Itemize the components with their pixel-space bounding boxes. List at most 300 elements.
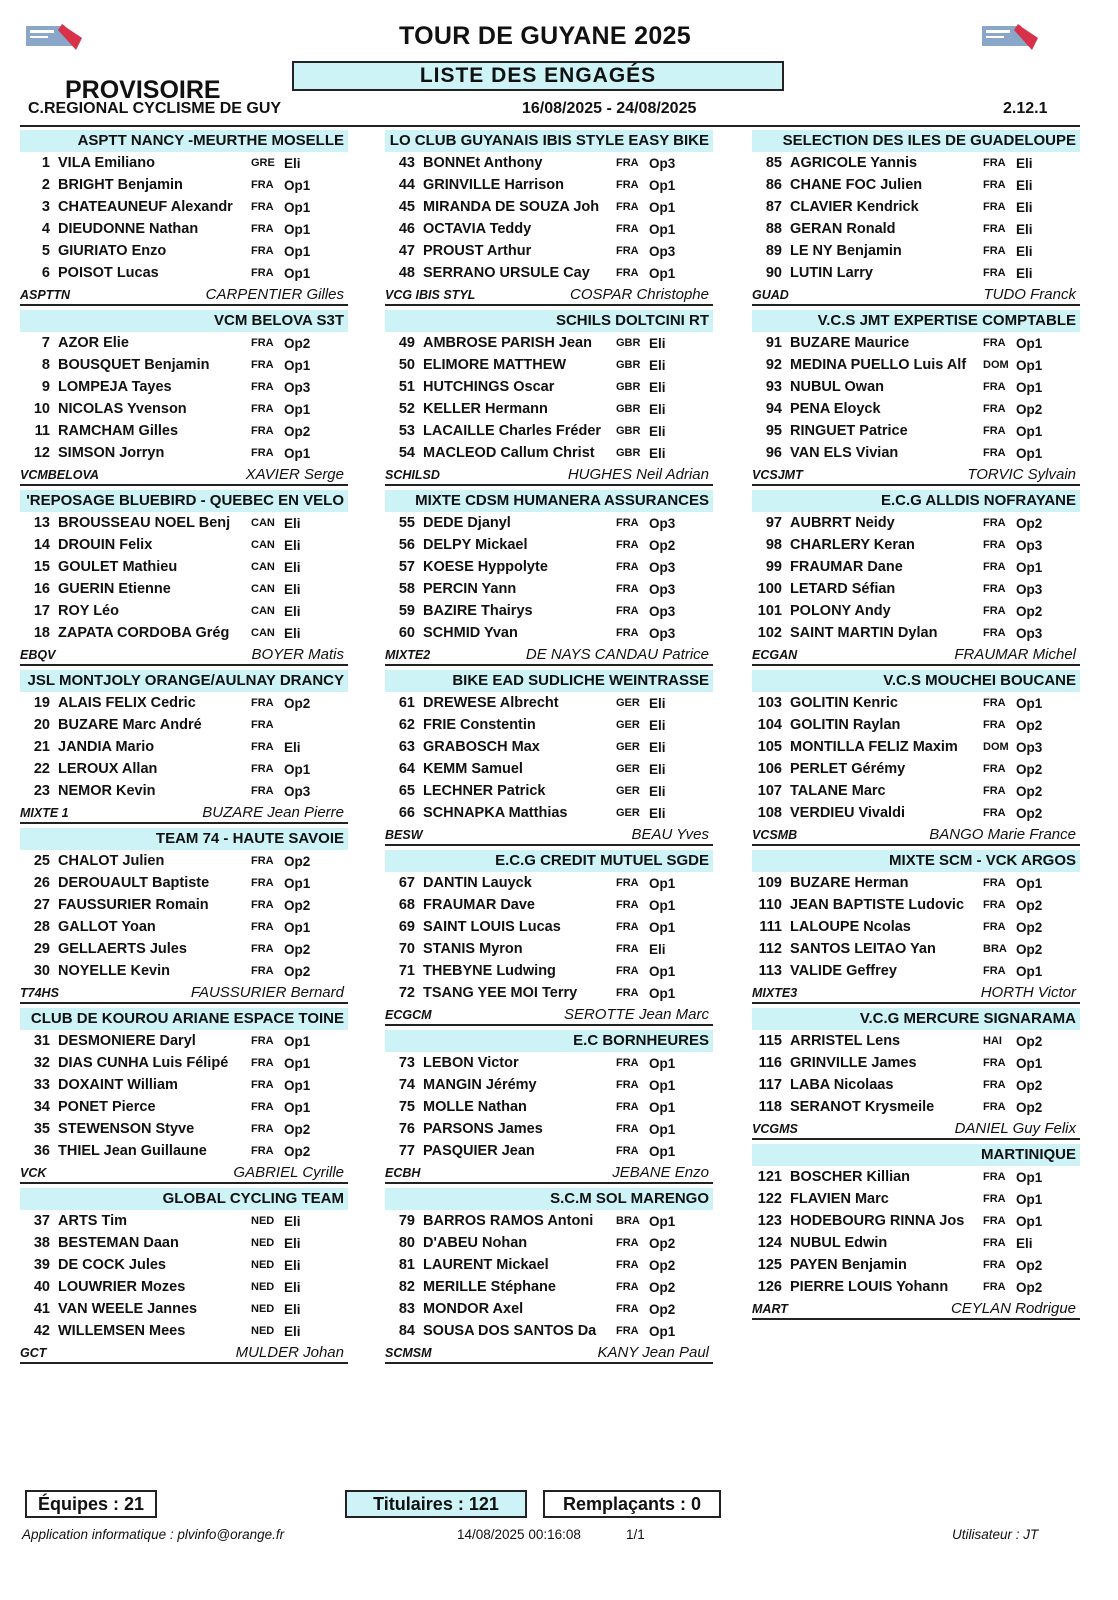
rider-name: CHATEAUNEUF Alexandr [58, 199, 233, 215]
team-code: VCGMS [752, 1122, 798, 1136]
rider-nationality: FRA [983, 877, 1006, 889]
team-name: JSL MONTJOLY ORANGE/AULNAY DRANCY [20, 670, 348, 692]
team-code: VCSMB [752, 828, 798, 842]
rider-name: DOXAINT William [58, 1077, 178, 1093]
team-director: TORVIC Sylvain [967, 466, 1076, 483]
rider-level: Op3 [649, 603, 676, 619]
rider-row [20, 442, 348, 464]
page-number: 1/1 [626, 1527, 645, 1542]
rider-nationality: FRA [616, 201, 639, 213]
rider-row [20, 1118, 348, 1140]
rider-number: 2 [41, 177, 50, 193]
rider-nationality: FRA [251, 425, 274, 437]
rider-nationality: CAN [251, 561, 275, 573]
rider-name: NUBUL Owan [790, 379, 884, 395]
rider-level: Eli [649, 717, 666, 733]
team-name: BIKE EAD SUDLICHE WEINTRASSE [385, 670, 713, 692]
rider-nationality: FRA [983, 157, 1006, 169]
rider-name: GUERIN Etienne [58, 581, 171, 597]
rider-name: BONNEt Anthony [423, 155, 543, 171]
team-footer [385, 1004, 713, 1026]
rider-name: STEWENSON Styve [58, 1121, 195, 1137]
rider-number: 74 [398, 1077, 415, 1093]
rider-level: Op1 [284, 265, 311, 281]
rider-level: Op2 [649, 1301, 676, 1317]
rider-name: BOUSQUET Benjamin [58, 357, 210, 373]
rider-level: Op2 [284, 423, 311, 439]
rider-level: Eli [649, 379, 666, 395]
status-label: PROVISOIRE [65, 76, 221, 104]
rider-number: 123 [757, 1213, 782, 1229]
rider-nationality: FRA [616, 965, 639, 977]
rider-number: 44 [398, 177, 415, 193]
rider-row [752, 1052, 1080, 1074]
rider-name: GERAN Ronald [790, 221, 896, 237]
rider-nationality: FRA [983, 1079, 1006, 1091]
rider-number: 9 [41, 379, 50, 395]
team-name: V.C.G MERCURE SIGNARAMA [752, 1008, 1080, 1030]
team-block [20, 828, 348, 1004]
rider-nationality: FRA [983, 223, 1006, 235]
rider-number: 91 [765, 335, 782, 351]
team-director: KANY Jean Paul [597, 1344, 709, 1361]
rider-nationality: FRA [251, 201, 274, 213]
rider-nationality: FRA [983, 1215, 1006, 1227]
rider-number: 16 [33, 581, 50, 597]
rider-row [385, 354, 713, 376]
rider-name: LACAILLE Charles Fréder [423, 423, 602, 439]
rider-nationality: FRA [983, 561, 1006, 573]
rider-name: SANTOS LEITAO Yan [790, 941, 936, 957]
rider-nationality: FRA [251, 447, 274, 459]
rider-number: 10 [33, 401, 50, 417]
team-name: VCM BELOVA S3T [20, 310, 348, 332]
rider-name: PENA Eloyck [790, 401, 881, 417]
rider-number: 50 [398, 357, 415, 373]
rider-row [20, 1074, 348, 1096]
rider-number: 89 [765, 243, 782, 259]
rider-level: Op3 [284, 783, 311, 799]
rider-number: 52 [398, 401, 415, 417]
team-code: VCG IBIS STYL [385, 288, 476, 302]
rider-row [385, 1298, 713, 1320]
teams-count-box: Équipes : 21 [25, 1490, 157, 1518]
rider-number: 43 [398, 155, 415, 171]
team-block [752, 130, 1080, 306]
rider-nationality: DOM [983, 741, 1009, 753]
rider-nationality: HAI [983, 1035, 1002, 1047]
rider-nationality: FRA [616, 539, 639, 551]
rider-row [20, 218, 348, 240]
team-footer [385, 1162, 713, 1184]
rider-number: 70 [398, 941, 415, 957]
team-code: SCHILSD [385, 468, 440, 482]
rider-nationality: FRA [983, 763, 1006, 775]
team-block [752, 670, 1080, 846]
team-block [385, 310, 713, 486]
rider-number: 122 [757, 1191, 782, 1207]
rider-row [20, 332, 348, 354]
rider-level: Eli [284, 537, 301, 553]
rider-nationality: FRA [616, 1101, 639, 1113]
rider-nationality: CAN [251, 605, 275, 617]
rider-number: 108 [757, 805, 782, 821]
rider-row [20, 894, 348, 916]
team-code: VCSJMT [752, 468, 803, 482]
rider-level: Eli [284, 1257, 301, 1273]
team-block [20, 1188, 348, 1364]
rider-level: Eli [649, 401, 666, 417]
rider-nationality: GER [616, 807, 640, 819]
rider-name: PASQUIER Jean [423, 1143, 535, 1159]
team-director: FAUSSURIER Bernard [190, 984, 344, 1001]
rider-name: ARRISTEL Lens [790, 1033, 901, 1049]
rider-number: 15 [33, 559, 50, 575]
rider-number: 13 [33, 515, 50, 531]
rider-nationality: FRA [983, 807, 1006, 819]
rider-name: WILLEMSEN Mees [58, 1323, 186, 1339]
rider-row [752, 1254, 1080, 1276]
rider-level: Op3 [649, 581, 676, 597]
rider-name: LOMPEJA Tayes [58, 379, 172, 395]
rider-row [20, 1210, 348, 1232]
rider-number: 47 [398, 243, 415, 259]
rider-nationality: GER [616, 697, 640, 709]
rider-name: FLAVIEN Marc [790, 1191, 889, 1207]
rider-level: Op2 [284, 941, 311, 957]
rider-number: 35 [33, 1121, 50, 1137]
team-block [752, 310, 1080, 486]
team-block [385, 1030, 713, 1184]
rider-row [385, 1118, 713, 1140]
rider-name: SIMSON Jorryn [58, 445, 165, 461]
rider-nationality: FRA [251, 1145, 274, 1157]
rider-row [752, 872, 1080, 894]
rider-row [20, 152, 348, 174]
rider-level: Op1 [284, 221, 311, 237]
rider-level: Op1 [649, 177, 676, 193]
rider-name: GRINVILLE Harrison [423, 177, 564, 193]
rider-nationality: FRA [983, 627, 1006, 639]
rider-level: Op1 [649, 1055, 676, 1071]
rider-number: 111 [759, 919, 782, 935]
rider-name: GOULET Mathieu [58, 559, 178, 575]
rider-row [385, 196, 713, 218]
team-director: BOYER Matis [251, 646, 344, 663]
rider-name: SCHNAPKA Matthias [423, 805, 568, 821]
rider-name: SOUSA DOS SANTOS Da [423, 1323, 597, 1339]
rider-name: KEMM Samuel [423, 761, 523, 777]
rider-number: 106 [757, 761, 782, 777]
rider-row [752, 916, 1080, 938]
rider-name: GIURIATO Enzo [58, 243, 167, 259]
rider-level: Op3 [1016, 581, 1043, 597]
rider-number: 60 [398, 625, 415, 641]
rider-name: CHALOT Julien [58, 853, 165, 869]
rider-nationality: NED [251, 1259, 275, 1271]
rider-row [385, 916, 713, 938]
rider-level: Op3 [1016, 625, 1043, 641]
rider-name: HUTCHINGS Oscar [423, 379, 555, 395]
rider-number: 92 [765, 357, 782, 373]
rider-level: Op1 [1016, 559, 1043, 575]
team-name: MIXTE CDSM HUMANERA ASSURANCES [385, 490, 713, 512]
rider-name: PAYEN Benjamin [790, 1257, 907, 1273]
rider-name: SAINT LOUIS Lucas [423, 919, 561, 935]
rider-level: Op2 [649, 1279, 676, 1295]
rider-level: Op3 [1016, 537, 1043, 553]
rider-name: DEROUAULT Baptiste [58, 875, 210, 891]
rider-level: Op2 [649, 1257, 676, 1273]
team-name: CLUB DE KOUROU ARIANE ESPACE TOINE [20, 1008, 348, 1030]
team-block [20, 490, 348, 666]
rider-row [20, 556, 348, 578]
rider-name: GOLITIN Raylan [790, 717, 901, 733]
rider-number: 113 [758, 963, 782, 979]
rider-name: BESTEMAN Daan [58, 1235, 179, 1251]
team-block [385, 850, 713, 1026]
team-footer [752, 982, 1080, 1004]
rider-number: 20 [33, 717, 50, 733]
rider-row [752, 174, 1080, 196]
rider-row [385, 1074, 713, 1096]
rider-name: MIRANDA DE SOUZA Joh [423, 199, 600, 215]
race-category: 2.12.1 [1003, 100, 1048, 117]
rider-row [20, 1298, 348, 1320]
rider-nationality: GBR [616, 359, 641, 371]
team-code: ECGCM [385, 1008, 432, 1022]
rider-row [20, 240, 348, 262]
rider-name: ARTS Tim [58, 1213, 128, 1229]
rider-name: MONTILLA FELIZ Maxim [790, 739, 958, 755]
rider-row [385, 398, 713, 420]
rider-row [385, 802, 713, 824]
rider-row [20, 1052, 348, 1074]
team-director: XAVIER Serge [245, 466, 344, 483]
rider-row [752, 420, 1080, 442]
rider-nationality: NED [251, 1237, 275, 1249]
rider-row [20, 622, 348, 644]
rider-level: Eli [649, 423, 666, 439]
rider-row [385, 556, 713, 578]
rider-nationality: FRA [983, 1281, 1006, 1293]
rider-name: GOLITIN Kenric [790, 695, 898, 711]
rider-number: 27 [33, 897, 50, 913]
rider-level: Op2 [1016, 941, 1043, 957]
rider-name: LE NY Benjamin [790, 243, 902, 259]
rider-row [752, 1188, 1080, 1210]
rider-row [20, 780, 348, 802]
rider-name: THIEL Jean Guillaune [58, 1143, 207, 1159]
teams-column-1 [20, 130, 348, 1368]
user-label: Utilisateur : JT [952, 1527, 1039, 1542]
print-timestamp: 14/08/2025 00:16:08 [457, 1527, 581, 1542]
rider-nationality: FRA [251, 855, 274, 867]
rider-row [20, 1320, 348, 1342]
rider-row [752, 556, 1080, 578]
team-code: MART [752, 1302, 788, 1316]
rider-number: 90 [765, 265, 782, 281]
team-director: JEBANE Enzo [612, 1164, 709, 1181]
team-code: SCMSM [385, 1346, 432, 1360]
team-code: ECBH [385, 1166, 421, 1180]
rider-name: DIAS CUNHA Luis Félipé [58, 1055, 229, 1071]
rider-number: 54 [398, 445, 415, 461]
team-footer [752, 824, 1080, 846]
rider-nationality: NED [251, 1325, 275, 1337]
rider-row [752, 196, 1080, 218]
rider-level: Eli [649, 761, 666, 777]
rider-row [752, 714, 1080, 736]
rider-level: Op2 [284, 963, 311, 979]
rider-name: BUZARE Marc André [58, 717, 202, 733]
rider-row [385, 938, 713, 960]
rider-name: FRIE Constentin [423, 717, 536, 733]
team-director: TUDO Franck [983, 286, 1076, 303]
rider-number: 55 [398, 515, 415, 531]
rider-row [385, 1232, 713, 1254]
rider-level: Op1 [284, 1055, 311, 1071]
rider-row [385, 1254, 713, 1276]
rider-name: DREWESE Albrecht [423, 695, 559, 711]
header-divider [20, 125, 1080, 127]
rider-nationality: GBR [616, 337, 641, 349]
rider-row [20, 376, 348, 398]
rider-level: Op2 [1016, 805, 1043, 821]
rider-row [20, 354, 348, 376]
rider-nationality: GER [616, 741, 640, 753]
team-director: BEAU Yves [631, 826, 709, 843]
rider-nationality: FRA [251, 359, 274, 371]
rider-level: Op2 [284, 695, 311, 711]
rider-row [385, 600, 713, 622]
rider-name: VAN ELS Vivian [790, 445, 899, 461]
rider-level: Op2 [284, 897, 311, 913]
rider-number: 7 [41, 335, 50, 351]
rider-row [752, 376, 1080, 398]
rider-name: SERRANO URSULE Cay [423, 265, 590, 281]
rider-row [385, 872, 713, 894]
rider-row [385, 218, 713, 240]
rider-level: Eli [1016, 1235, 1033, 1251]
rider-name: GELLAERTS Jules [58, 941, 187, 957]
rider-name: GRINVILLE James [790, 1055, 917, 1071]
rider-level: Eli [284, 1235, 301, 1251]
rider-level: Op1 [284, 401, 311, 417]
rider-name: MONDOR Axel [423, 1301, 524, 1317]
rider-row [752, 512, 1080, 534]
rider-number: 32 [33, 1055, 50, 1071]
rider-number: 76 [398, 1121, 415, 1137]
rider-nationality: GBR [616, 403, 641, 415]
rider-nationality: CAN [251, 627, 275, 639]
rider-nationality: FRA [616, 157, 639, 169]
rider-row [20, 262, 348, 284]
rider-number: 75 [398, 1099, 415, 1115]
rider-name: PIERRE LOUIS Yohann [790, 1279, 949, 1295]
rider-row [20, 174, 348, 196]
rider-nationality: FRA [983, 719, 1006, 731]
rider-row [752, 218, 1080, 240]
rider-nationality: NED [251, 1215, 275, 1227]
rider-number: 11 [34, 423, 50, 439]
rider-number: 109 [757, 875, 782, 891]
team-name: LO CLUB GUYANAIS IBIS STYLE EASY BIKE [385, 130, 713, 152]
rider-row [20, 1140, 348, 1162]
team-director: COSPAR Christophe [570, 286, 709, 303]
rider-number: 12 [33, 445, 50, 461]
rider-name: JEAN BAPTISTE Ludovic [790, 897, 965, 913]
team-footer [385, 1342, 713, 1364]
rider-number: 61 [398, 695, 415, 711]
team-block [752, 490, 1080, 666]
team-name: E.C.G ALLDIS NOFRAYANE [752, 490, 1080, 512]
rider-name: POLONY Andy [790, 603, 891, 619]
team-code: BESW [385, 828, 423, 842]
rider-nationality: FRA [616, 921, 639, 933]
rider-name: AGRICOLE Yannis [790, 155, 918, 171]
rider-nationality: GBR [616, 447, 641, 459]
rider-row [20, 420, 348, 442]
rider-level: Eli [1016, 243, 1033, 259]
rider-nationality: FRA [616, 561, 639, 573]
rider-nationality: FRA [251, 719, 274, 731]
rider-row [385, 1096, 713, 1118]
rider-name: KOESE Hyppolyte [423, 559, 548, 575]
team-code: GCT [20, 1346, 47, 1360]
rider-nationality: FRA [616, 899, 639, 911]
rider-level: Op1 [649, 1213, 676, 1229]
team-footer [20, 644, 348, 666]
rider-level: Op2 [1016, 761, 1043, 777]
app-credit: Application informatique : plvinfo@orange.fr [22, 1527, 285, 1542]
rider-level: Eli [284, 1301, 301, 1317]
rider-row [752, 692, 1080, 714]
rider-nationality: FRA [983, 1259, 1006, 1271]
rider-number: 69 [398, 919, 415, 935]
rider-row [20, 1254, 348, 1276]
rider-row [752, 1074, 1080, 1096]
teams-column-3 [752, 130, 1080, 1324]
rider-level: Eli [649, 941, 666, 957]
rider-level: Op2 [1016, 1257, 1043, 1273]
rider-level: Op2 [1016, 897, 1043, 913]
rider-row [20, 736, 348, 758]
team-block [20, 130, 348, 306]
team-director: HORTH Victor [980, 984, 1076, 1001]
rider-name: ELIMORE MATTHEW [423, 357, 567, 373]
team-name: S.C.M SOL MARENGO [385, 1188, 713, 1210]
rider-level: Op2 [1016, 401, 1043, 417]
rider-name: DE COCK Jules [58, 1257, 166, 1273]
rider-number: 57 [398, 559, 415, 575]
rider-number: 87 [765, 199, 782, 215]
team-name: V.C.S JMT EXPERTISE COMPTABLE [752, 310, 1080, 332]
team-block [752, 1144, 1080, 1320]
rider-row [20, 534, 348, 556]
rider-row [385, 420, 713, 442]
team-director: CARPENTIER Gilles [205, 286, 344, 303]
rider-number: 38 [33, 1235, 50, 1251]
rider-name: CHARLERY Keran [790, 537, 915, 553]
rider-nationality: CAN [251, 583, 275, 595]
rider-number: 56 [398, 537, 415, 553]
rider-level: Op1 [1016, 963, 1043, 979]
rider-nationality: FRA [616, 627, 639, 639]
rider-row [385, 512, 713, 534]
rider-nationality: FRA [616, 1237, 639, 1249]
rider-name: THEBYNE Ludwing [423, 963, 556, 979]
